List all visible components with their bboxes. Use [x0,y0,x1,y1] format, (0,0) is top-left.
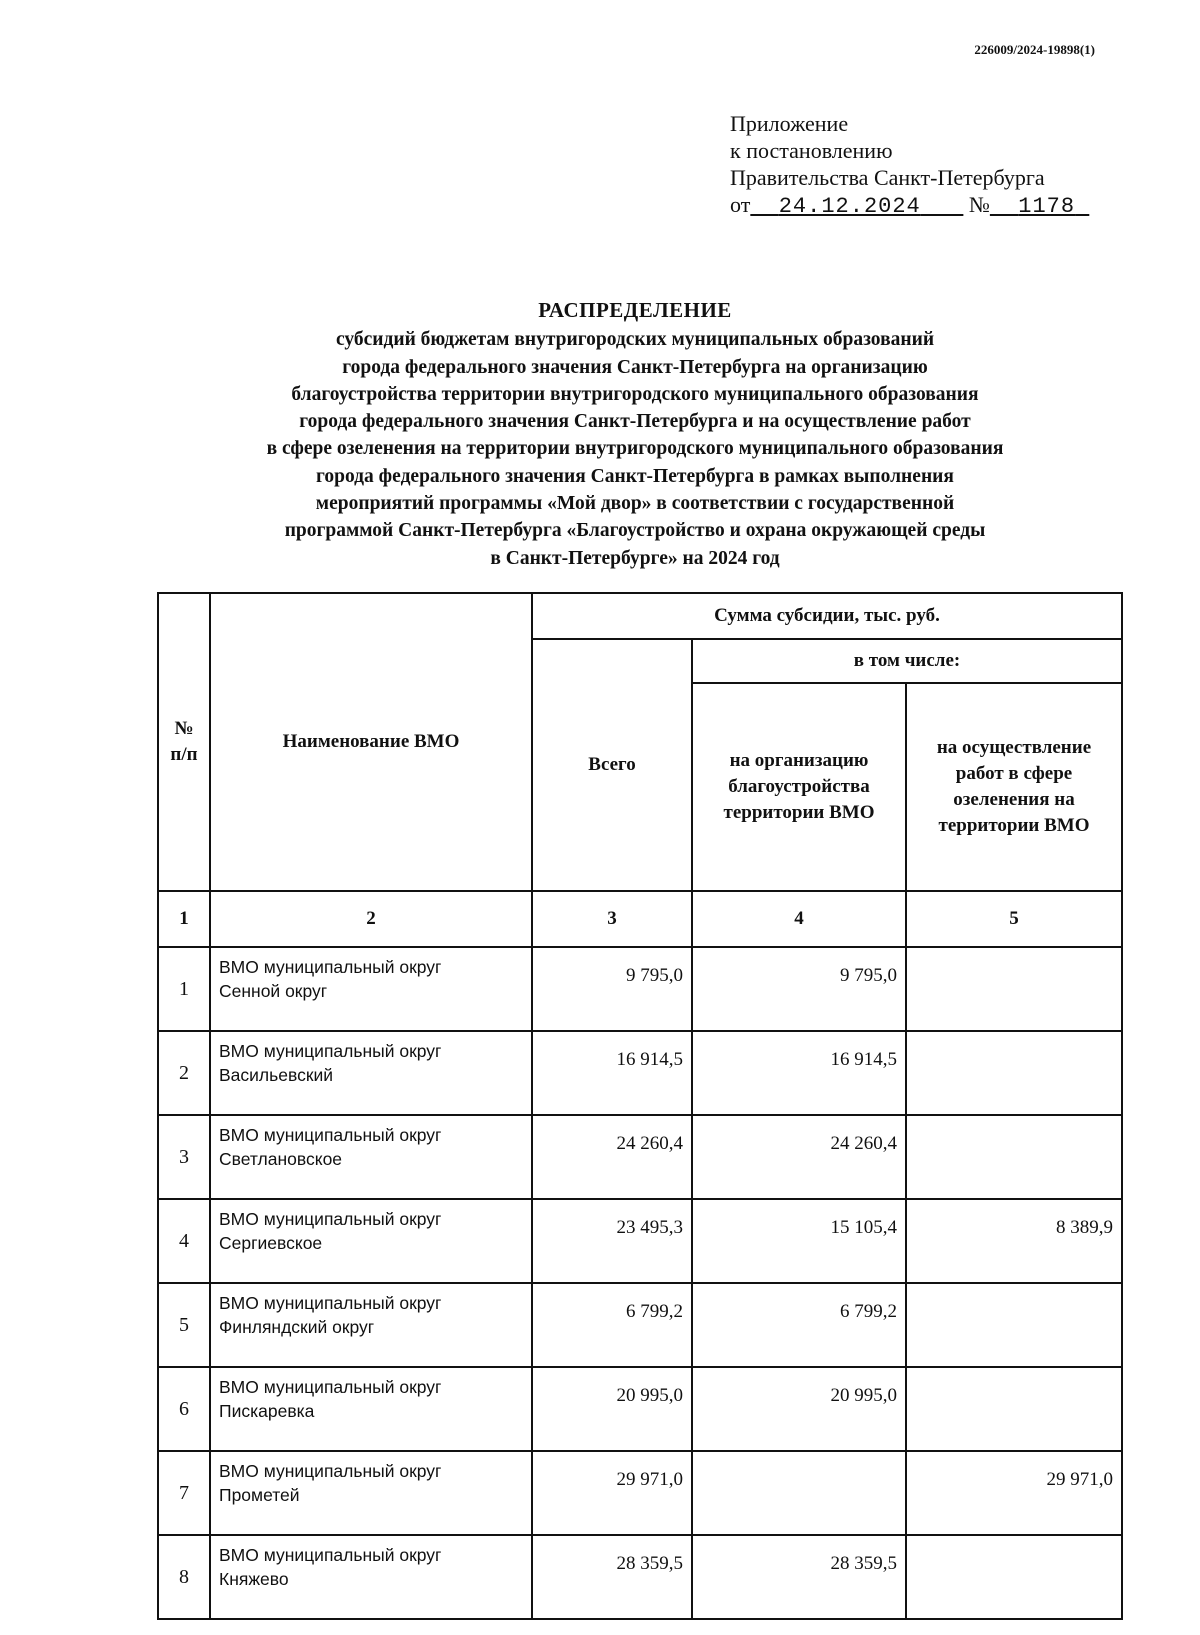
table-row [158,1199,1122,1283]
title-line: благоустройства территории внутригородского муниципального образования [291,383,979,405]
greening-amount: 8 389,9 [906,1199,1122,1283]
title-line: в сфере озеленения на территории внутригородского муниципального образования [266,438,1004,460]
improvement-amount: 6 799,2 [692,1283,906,1367]
total-amount: 16 914,5 [532,1031,692,1115]
subsidy-table [157,592,1123,1620]
column-number: 4 [692,891,906,947]
row-number: 5 [158,1283,210,1367]
table-row [158,1283,1122,1367]
header-greening: на осуществление работ в сфере озеленения на территории ВМО [906,683,1122,891]
resolution-number: 1178 [1018,194,1076,219]
column-number-row [158,891,1122,947]
title-line: города федерального значения Санкт-Петербурга на организацию [342,356,928,378]
greening-amount [906,1283,1122,1367]
vmo-name: ВМО муниципальный округ Сергиевское [210,1199,532,1283]
document-id: 226009/2024-19898(1) [974,42,1095,57]
title-line: программой Санкт-Петербурга «Благоустройство и охрана окружающей среды [284,520,986,542]
improvement-amount: 16 914,5 [692,1031,906,1115]
title-line: субсидий бюджетам внутригородских муниципальных образований [335,329,935,351]
column-number: 1 [158,891,210,947]
table-row [158,1451,1122,1535]
total-amount: 23 495,3 [532,1199,692,1283]
improvement-amount: 9 795,0 [692,947,906,1031]
vmo-name: ВМО муниципальный округ Прометей [210,1451,532,1535]
column-number: 3 [532,891,692,947]
header-name: Наименование ВМО [210,593,532,891]
greening-amount [906,1115,1122,1199]
vmo-name: ВМО муниципальный округ Сенной округ [210,947,532,1031]
document-title [60,297,1200,572]
table-row [158,1535,1122,1619]
header-subsidy: Сумма субсидии, тыс. руб. [532,593,1122,639]
resolution-date: 24.12.2024 [778,194,921,219]
improvement-amount [692,1451,906,1535]
greening-amount [906,1367,1122,1451]
table-row [158,947,1122,1031]
header-including: в том числе: [692,639,1122,683]
row-number: 3 [158,1115,210,1199]
total-amount: 9 795,0 [532,947,692,1031]
vmo-name: ВМО муниципальный округ Княжево [210,1535,532,1619]
greening-amount [906,947,1122,1031]
row-number: 4 [158,1199,210,1283]
improvement-amount: 24 260,4 [692,1115,906,1199]
appendix-line-2: к постановлению [730,138,893,163]
vmo-name: ВМО муниципальный округ Финляндский округ [210,1283,532,1367]
table-row [158,1115,1122,1199]
vmo-name: ВМО муниципальный округ Васильевский [210,1031,532,1115]
total-amount: 29 971,0 [532,1451,692,1535]
from-label: от [730,192,751,217]
title-line: города федерального значения Санкт-Петербурга в рамках выполнения [316,465,954,487]
table-row [158,1367,1122,1451]
total-amount: 28 359,5 [532,1535,692,1619]
appendix-date-line [730,191,1089,220]
greening-amount [906,1535,1122,1619]
title-line: города федерального значения Санкт-Петербурга и на осуществление работ [299,411,971,433]
improvement-amount: 20 995,0 [692,1367,906,1451]
appendix-line-3: Правительства Санкт-Петербурга [730,165,1045,190]
number-label: № [968,192,990,217]
total-amount: 24 260,4 [532,1115,692,1199]
greening-amount [906,1031,1122,1115]
column-number: 5 [906,891,1122,947]
title-main: РАСПРЕДЕЛЕНИЕ [538,298,732,322]
title-line: в Санкт-Петербурге» на 2024 год [490,547,780,569]
table-row [158,1031,1122,1115]
row-number: 7 [158,1451,210,1535]
header-total: Всего [532,639,692,891]
vmo-name: ВМО муниципальный округ Пискаревка [210,1367,532,1451]
row-number: 6 [158,1367,210,1451]
row-number: 2 [158,1031,210,1115]
column-number: 2 [210,891,532,947]
vmo-name: ВМО муниципальный округ Светлановское [210,1115,532,1199]
header-improvement: на организацию благоустройства территории ВМО [692,683,906,891]
greening-amount: 29 971,0 [906,1451,1122,1535]
title-line: мероприятий программы «Мой двор» в соответствии с государственной [315,493,955,515]
header-num: № п/п [158,593,210,891]
improvement-amount: 15 105,4 [692,1199,906,1283]
row-number: 1 [158,947,210,1031]
total-amount: 20 995,0 [532,1367,692,1451]
row-number: 8 [158,1535,210,1619]
appendix-line-1: Приложение [730,111,849,136]
total-amount: 6 799,2 [532,1283,692,1367]
appendix-block [730,110,1089,220]
improvement-amount: 28 359,5 [692,1535,906,1619]
